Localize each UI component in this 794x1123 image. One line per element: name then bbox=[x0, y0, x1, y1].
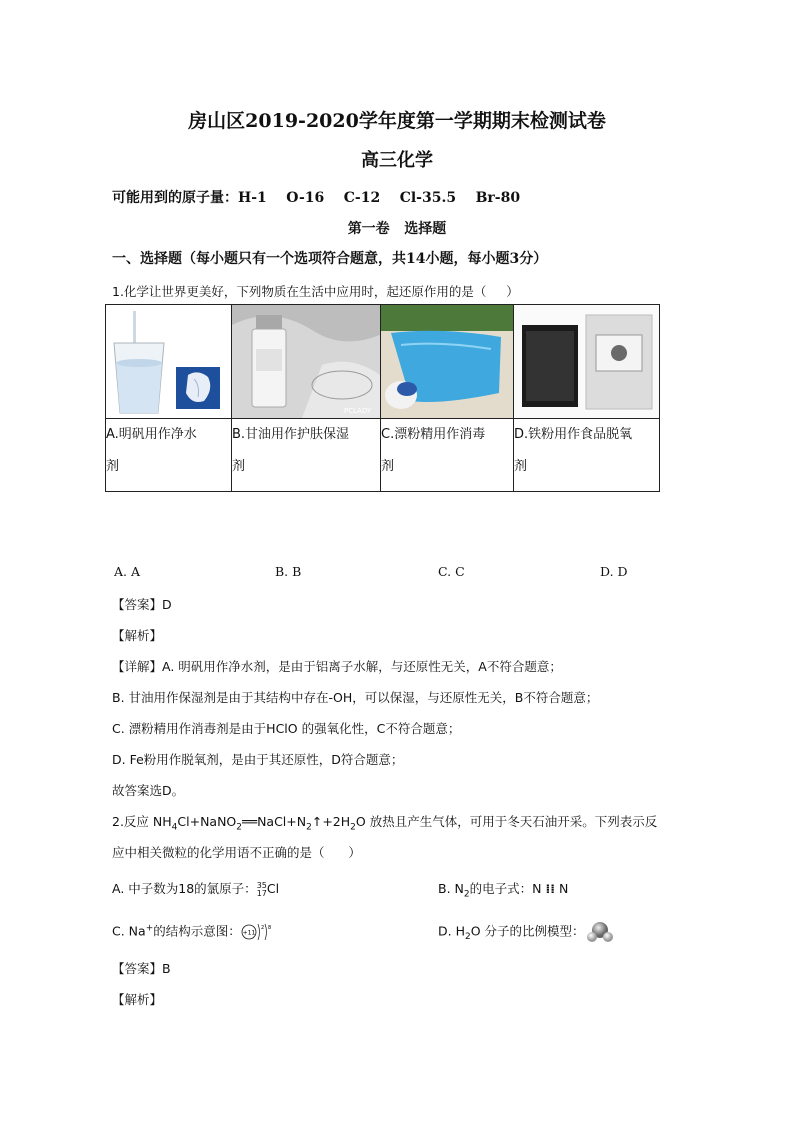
option-b-line1: B.甘油用作护肤保湿 bbox=[232, 427, 350, 442]
section-heading: 一、选择题（每小题只有一个选项符合题意，共14小题，每小题3分） bbox=[112, 251, 548, 267]
option-d-cell bbox=[514, 419, 660, 492]
exam-subtitle: 高三化学 bbox=[361, 150, 433, 171]
option-a-cell bbox=[106, 419, 232, 492]
svg-text:8: 8 bbox=[267, 925, 271, 931]
skincare-bottle-image bbox=[232, 305, 380, 418]
option-a-line1: A.明矾用作净水 bbox=[106, 427, 197, 442]
q1-explanation-4: D. Fe粉用作脱氧剂，是由于其还原性，D符合题意； bbox=[112, 752, 404, 767]
option-b-line2: 剂 bbox=[232, 459, 246, 474]
q2-option-a: A. 中子数为18的氯原子：35 17Cl bbox=[112, 880, 280, 898]
option-a-line2: 剂 bbox=[106, 459, 120, 474]
q2-answer: 【答案】B bbox=[112, 961, 171, 976]
q2-option-d: D. $H_2O$ 分子的比例模型： bbox=[438, 920, 615, 944]
sodium-ion-structure-diagram bbox=[241, 920, 275, 944]
atomic-masses: 可能用到的原子量：H-1 O-16 C-12 Cl-35.5 Br-80 bbox=[112, 190, 521, 206]
section-label: 第一卷 选择题 bbox=[347, 221, 447, 237]
choice-c: C. C bbox=[438, 564, 465, 579]
svg-text:+11: +11 bbox=[242, 929, 256, 937]
q1-explanation-2: B. 甘油用作保湿剂是由于其结构中存在-OH，可以保湿，与还原性无关，B不符合题意； bbox=[112, 690, 599, 705]
question-1-stem: 1.化学让世界更美好，下列物质在生活中应用时，起还原作用的是（ ） bbox=[112, 284, 519, 299]
question-2-stem-line2: 应中相关微粒的化学用语不正确的是（ ） bbox=[112, 845, 361, 860]
q1-explanation-5: 故答案选D。 bbox=[112, 783, 185, 798]
q2-analysis-label: 【解析】 bbox=[112, 992, 163, 1007]
q1-explanation-1: 【详解】A. 明矾用作净水剂，是由于铝离子水解，与还原性无关，A不符合题意； bbox=[112, 659, 562, 674]
q1-explanation-3: C. 漂粉精用作消毒剂是由于HClO 的强氧化性，C不符合题意； bbox=[112, 721, 461, 736]
q1-answer: 【答案】D bbox=[112, 597, 172, 612]
option-d-line2: 剂 bbox=[514, 459, 528, 474]
image-watermark: PCLADY bbox=[344, 407, 372, 415]
option-b-cell bbox=[232, 419, 381, 492]
water-glass-image bbox=[106, 305, 231, 418]
q2-option-c: C. Na+的结构示意图： +11 2 8 bbox=[112, 920, 275, 944]
option-c-cell bbox=[381, 419, 514, 492]
choice-d: D. D bbox=[600, 564, 628, 579]
option-c-line2: 剂 bbox=[381, 459, 395, 474]
exam-title: 房山区2019-2020学年度第一学期期末检测试卷 bbox=[188, 110, 606, 132]
question-2-stem: 2.反应 $NH_4Cl+NaNO_2══NaCl+N_2↑+2H_2O$ 放热且产生气体，可用于冬天石油开采。下列表示反 bbox=[112, 814, 658, 833]
q1-analysis-label: 【解析】 bbox=[112, 628, 163, 643]
choice-a: A. A bbox=[114, 564, 141, 579]
choice-b: B. B bbox=[275, 564, 302, 579]
option-d-line1: D.铁粉用作食品脱氧 bbox=[514, 427, 633, 442]
water-molecule-model-icon bbox=[585, 920, 615, 944]
triple-bond-dots: ⁞⁞ bbox=[545, 881, 555, 896]
question-1-options-table bbox=[105, 304, 660, 492]
q2-option-b: B. $N_2$的电子式：N ⁞⁞ N bbox=[438, 881, 569, 900]
option-c-line1: C.漂粉精用作消毒 bbox=[381, 427, 486, 442]
svg-text:2: 2 bbox=[260, 925, 264, 931]
swimming-pool-image bbox=[381, 305, 513, 418]
deoxidizer-packet-image bbox=[514, 305, 659, 418]
